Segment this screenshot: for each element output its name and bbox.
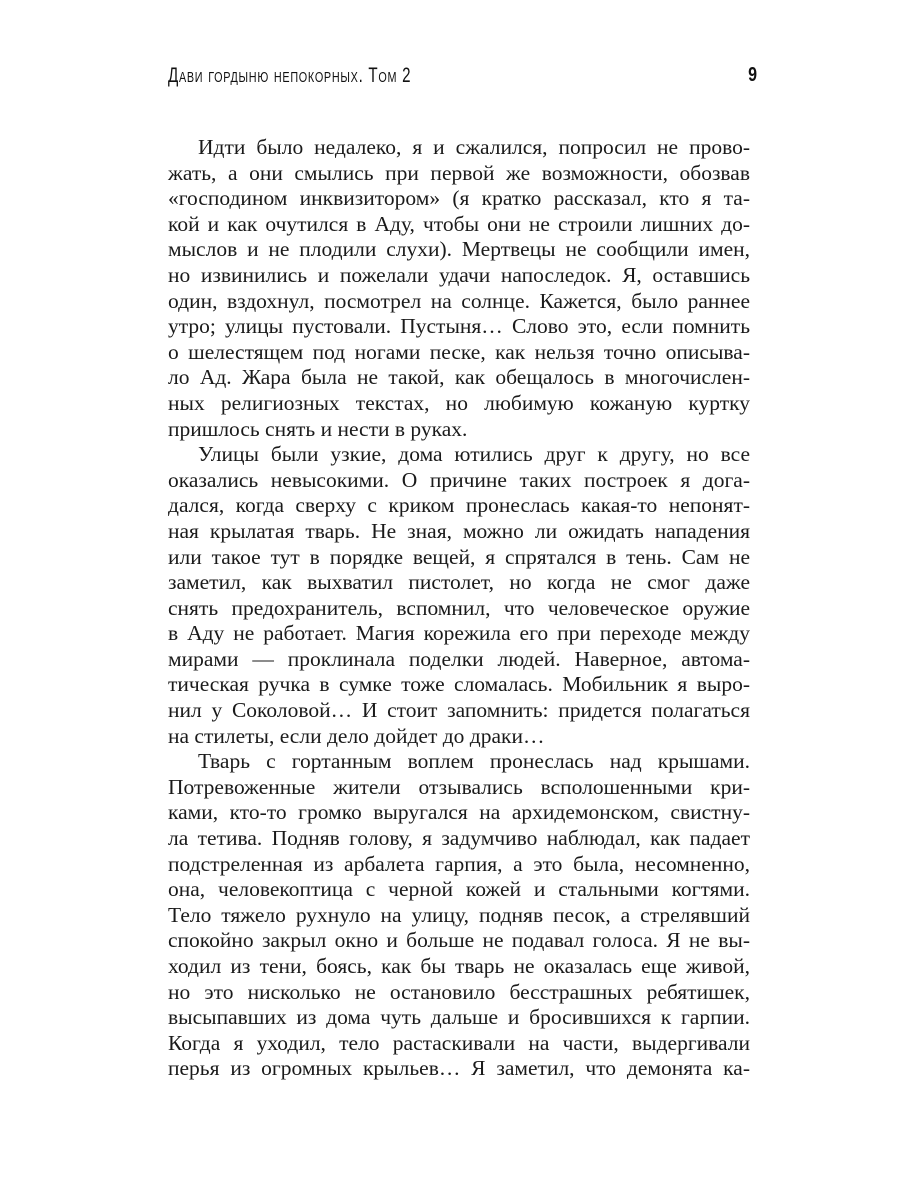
- text-line: Когда я уходил, тело растаскивали на части, выдергивали: [168, 1030, 750, 1055]
- text-line: высыпавших из дома чуть дальше и бросившихся к гарпии.: [168, 1005, 750, 1030]
- text-line: Тварь с гортанным воплем пронеслась над крышами.: [198, 749, 750, 774]
- text-line: ная крылатая тварь. Не зная, можно ли ожидать нападения: [168, 518, 750, 543]
- paragraph: [168, 749, 750, 1082]
- text-line: Тело тяжело рухнуло на улицу, подняв песок, а стрелявший: [168, 902, 750, 927]
- text-line: тическая ручка в сумке тоже сломалась. Мобильник я выро-: [168, 672, 750, 697]
- text-line: заметил, как выхватил пистолет, но когда не смог даже: [168, 570, 750, 595]
- body-text: [168, 135, 750, 1082]
- running-header: [168, 64, 758, 92]
- text-line: один, вздохнул, посмотрел на солнце. Кажется, было раннее: [168, 288, 750, 313]
- text-line: ками, кто-то громко выругался на архидемонском, свистну-: [168, 800, 750, 825]
- text-line: мирами — проклинала поделки людей. Наверное, автома-: [168, 646, 750, 671]
- text-line: ла тетива. Подняв голову, я задумчиво наблюдал, как падает: [168, 826, 750, 851]
- text-line: спокойно закрыл окно и больше не подавал голоса. Я не вы-: [168, 928, 750, 953]
- text-line: Улицы были узкие, дома ютились друг к другу, но все: [198, 442, 750, 467]
- text-line: Потревоженные жители отзывались всполошенными кри-: [168, 774, 750, 799]
- text-line: кой и как очутился в Аду, чтобы они не строили лишних до-: [168, 211, 750, 236]
- text-line: о шелестящем под ногами песке, как нельзя точно описыва-: [168, 339, 750, 364]
- text-line: ло Ад. Жара была не такой, как обещалось в многочислен-: [168, 365, 750, 390]
- text-line: на стилеты, если дело дойдет до драки…: [168, 723, 545, 748]
- text-line: мыслов и не плодили слухи). Мертвецы не сообщили имен,: [168, 237, 750, 262]
- text-line: нил у Соколовой… И стоит запомнить: придется полагаться: [168, 698, 750, 723]
- page-number: 9: [747, 64, 757, 86]
- text-line: утро; улицы пустовали. Пустыня… Слово это, если помнить: [168, 314, 750, 339]
- text-line: снять предохранитель, вспомнил, что человеческое оружие: [168, 595, 750, 620]
- text-line: или такое тут в порядке вещей, я спрятался в тень. Сам не: [168, 544, 750, 569]
- text-line: дался, когда сверху с криком пронеслась какая-то непонят-: [168, 493, 750, 518]
- text-line: жать, а они смылись при первой же возможности, обозвав: [168, 160, 750, 185]
- text-line: она, человекоптица с черной кожей и стальными когтями.: [168, 877, 750, 902]
- text-line: ных религиозных текстах, но любимую кожаную куртку: [168, 390, 750, 415]
- text-line: «господином инквизитором» (я кратко рассказал, кто я та-: [168, 186, 750, 211]
- text-line: ходил из тени, боясь, как бы тварь не оказалась еще живой,: [168, 954, 750, 978]
- text-line: в Аду не работает. Магия корежила его при переходе между: [168, 621, 750, 646]
- text-line: перья из огромных крыльев… Я заметил, что демонята ка-: [168, 1056, 750, 1081]
- text-line: но это нисколько не остановило бесстрашных ребятишек,: [168, 979, 750, 1004]
- text-line: подстреленная из арбалета гарпия, а это была, несомненно,: [168, 851, 750, 876]
- paragraph: [168, 135, 750, 442]
- text-line: Идти было недалеко, я и сжалился, попросил не прово-: [198, 135, 750, 159]
- text-line: оказались невысокими. О причине таких построек я дога-: [168, 467, 750, 492]
- paragraph: [168, 442, 750, 749]
- text-line: но извинились и пожелали удачи напоследок. Я, оставшись: [168, 262, 750, 287]
- text-line: пришлось снять и нести в руках.: [168, 416, 468, 441]
- running-title: Дави гордыню непокорных. Том 2: [168, 64, 412, 87]
